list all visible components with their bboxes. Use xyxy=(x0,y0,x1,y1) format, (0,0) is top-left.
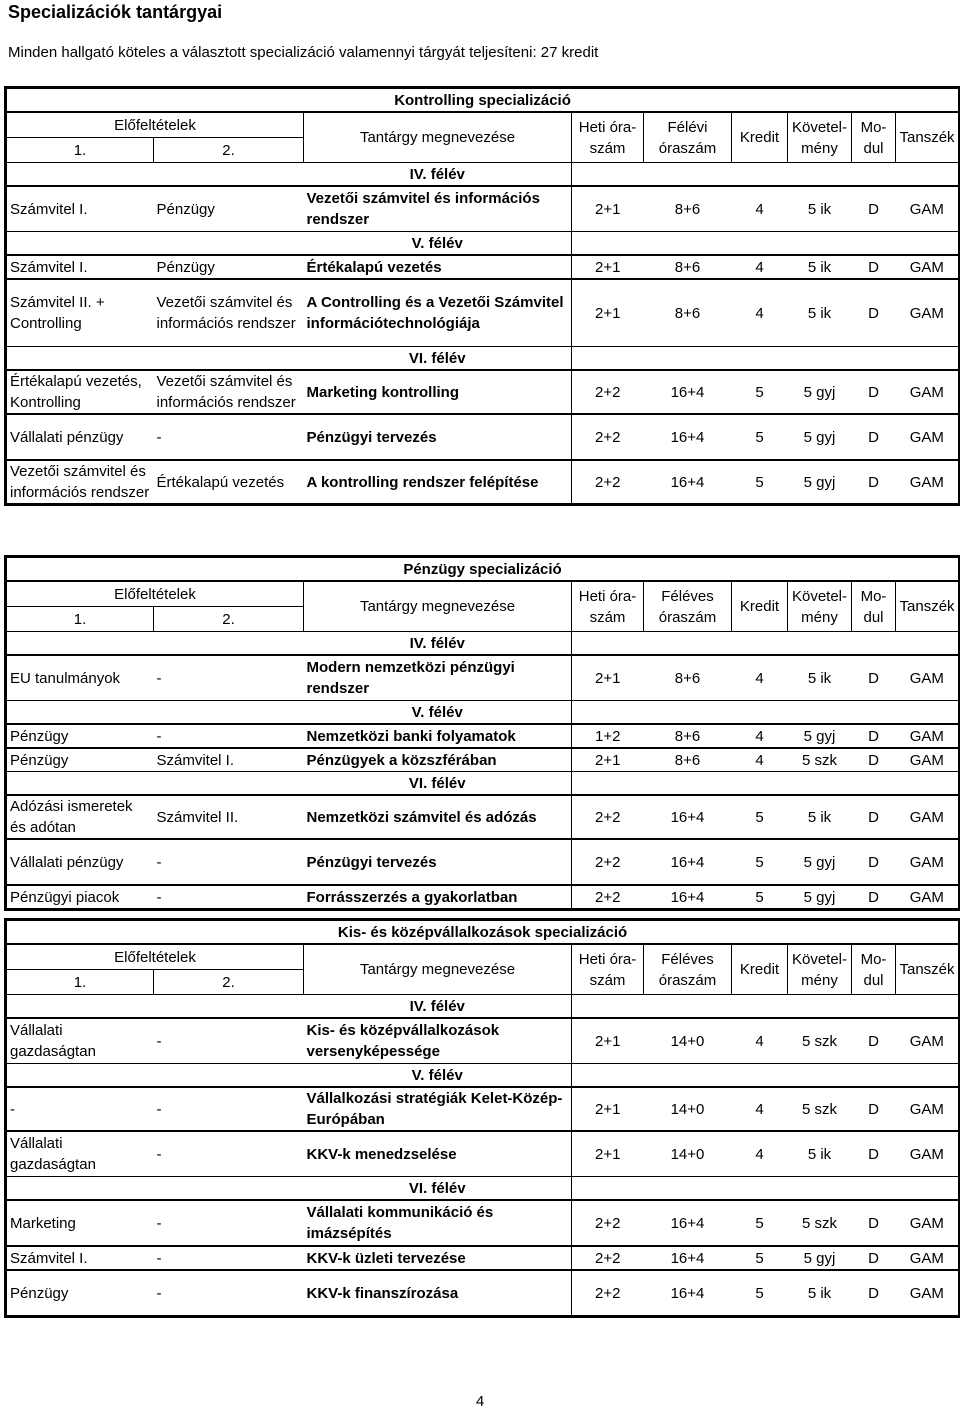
credit-value: 4 xyxy=(732,255,788,279)
weekly-hours: 2+1 xyxy=(572,255,644,279)
prerequisite-1: Számvitel I. xyxy=(6,1246,154,1270)
subject-name: KKV-k menedzselése xyxy=(304,1131,572,1177)
requirement: 5 gyj xyxy=(788,885,852,910)
weekly-hours: 2+1 xyxy=(572,1018,644,1064)
semester-row xyxy=(6,632,960,656)
department: GAM xyxy=(896,1246,960,1270)
weekly-hours-header: Heti óra- szám xyxy=(572,112,644,163)
credit-value: 5 xyxy=(732,839,788,885)
department: GAM xyxy=(896,1087,960,1131)
prerequisite-1: - xyxy=(6,1087,154,1131)
prerequisite-1: Pénzügy xyxy=(6,1270,154,1317)
department: GAM xyxy=(896,795,960,839)
credit-value: 5 xyxy=(732,460,788,505)
table-title-row xyxy=(6,557,960,582)
credit-header: Kredit xyxy=(732,112,788,163)
prereq-1-header: 1. xyxy=(6,970,154,995)
prereq-1-header: 1. xyxy=(6,138,154,163)
semester-hours-header: Félévi óraszám xyxy=(644,112,732,163)
requirement: 5 gyj xyxy=(788,724,852,748)
semester-hours-header: Féléves óraszám xyxy=(644,581,732,632)
credit-value: 4 xyxy=(732,279,788,347)
prerequisite-2: - xyxy=(154,1087,304,1131)
semester-row xyxy=(6,995,960,1019)
prerequisite-1: Vezetői számvitel és információs rendszer xyxy=(6,460,154,505)
prerequisite-2: Számvitel II. xyxy=(154,795,304,839)
credit-value: 5 xyxy=(732,414,788,460)
semester-hours: 8+6 xyxy=(644,724,732,748)
prerequisite-2: Pénzügy xyxy=(154,186,304,232)
intro-text: Minden hallgató köteles a választott specializáció valamennyi tárgyát teljesíteni: 27 kredit xyxy=(8,44,599,61)
module-code: D xyxy=(852,1200,896,1246)
module-code: D xyxy=(852,795,896,839)
module-code: D xyxy=(852,279,896,347)
module-code: D xyxy=(852,1018,896,1064)
weekly-hours: 1+2 xyxy=(572,724,644,748)
credit-value: 5 xyxy=(732,1200,788,1246)
prerequisite-2: Vezetői számvitel és információs rendszer xyxy=(154,370,304,414)
requirement-header: Követel- mény xyxy=(788,112,852,163)
weekly-hours-header: Heti óra- szám xyxy=(572,581,644,632)
prereq-2-header: 2. xyxy=(222,973,235,991)
prerequisite-1: EU tanulmányok xyxy=(6,655,154,701)
credit-value: 4 xyxy=(732,748,788,772)
table-title: Kis- és középvállalkozások specializáció xyxy=(337,923,628,941)
header-row xyxy=(6,944,960,970)
requirement: 5 ik xyxy=(788,279,852,347)
module-code: D xyxy=(852,1246,896,1270)
semester-hours: 16+4 xyxy=(644,839,732,885)
subject-header: Tantárgy megnevezése xyxy=(304,581,572,632)
module-code: D xyxy=(852,414,896,460)
prerequisite-1: Pénzügy xyxy=(6,724,154,748)
requirement: 5 ik xyxy=(788,655,852,701)
prerequisite-2: Értékalapú vezetés xyxy=(154,460,304,505)
module-code: D xyxy=(852,724,896,748)
department: GAM xyxy=(896,1018,960,1064)
header-row xyxy=(6,112,960,138)
semester-hours: 16+4 xyxy=(644,370,732,414)
credit-header: Kredit xyxy=(732,944,788,995)
prerequisite-1: Értékalapú vezetés, Kontrolling xyxy=(6,370,154,414)
prerequisite-2: - xyxy=(154,1200,304,1246)
semester-hours: 14+0 xyxy=(644,1131,732,1177)
department: GAM xyxy=(896,655,960,701)
department: GAM xyxy=(896,414,960,460)
subject-name: Kis- és középvállalkozások versenyképessége xyxy=(304,1018,572,1064)
semester-spacer xyxy=(6,1177,304,1201)
header-row xyxy=(6,581,960,607)
module-code: D xyxy=(852,1131,896,1177)
subject-name: Pénzügyi tervezés xyxy=(304,839,572,885)
subject-row xyxy=(6,724,960,748)
semester-row xyxy=(6,163,960,187)
department: GAM xyxy=(896,186,960,232)
semester-row xyxy=(6,1064,960,1088)
subject-row xyxy=(6,370,960,414)
requirement: 5 szk xyxy=(788,748,852,772)
requirement: 5 gyj xyxy=(788,370,852,414)
subject-name: Nemzetközi számvitel és adózás xyxy=(304,795,572,839)
semester-label: V. félév xyxy=(304,1064,572,1088)
subject-row xyxy=(6,655,960,701)
prerequisite-2: - xyxy=(154,885,304,910)
semester-spacer xyxy=(572,701,960,725)
department: GAM xyxy=(896,279,960,347)
semester-row xyxy=(6,232,960,256)
weekly-hours-header: Heti óra- szám xyxy=(572,944,644,995)
module-code: D xyxy=(852,370,896,414)
department: GAM xyxy=(896,1200,960,1246)
module-code: D xyxy=(852,748,896,772)
requirement: 5 gyj xyxy=(788,414,852,460)
prerequisite-1: Vállalati pénzügy xyxy=(6,414,154,460)
semester-hours: 8+6 xyxy=(644,186,732,232)
department: GAM xyxy=(896,839,960,885)
department: GAM xyxy=(896,724,960,748)
subject-name: Forrásszerzés a gyakorlatban xyxy=(304,885,572,910)
weekly-hours: 2+2 xyxy=(572,414,644,460)
prerequisite-2: - xyxy=(154,1246,304,1270)
subject-name: Vállalati kommunikáció és imázsépítés xyxy=(304,1200,572,1246)
credit-value: 5 xyxy=(732,885,788,910)
prerequisite-2: - xyxy=(154,414,304,460)
requirement: 5 szk xyxy=(788,1018,852,1064)
prereq-header: Előfeltételek xyxy=(6,112,304,138)
subject-row xyxy=(6,414,960,460)
semester-label: VI. félév xyxy=(304,772,572,796)
semester-row xyxy=(6,347,960,371)
semester-spacer xyxy=(572,163,960,187)
requirement-header: Követel- mény xyxy=(788,944,852,995)
subject-header: Tantárgy megnevezése xyxy=(304,112,572,163)
department-header: Tanszék xyxy=(896,581,960,632)
weekly-hours: 2+1 xyxy=(572,748,644,772)
subject-name: A Controlling és a Vezetői Számvitel információtechnológiája xyxy=(304,279,572,347)
module-code: D xyxy=(852,460,896,505)
prerequisite-1: Vállalati pénzügy xyxy=(6,839,154,885)
credit-value: 4 xyxy=(732,1131,788,1177)
subject-row xyxy=(6,255,960,279)
semester-hours: 16+4 xyxy=(644,795,732,839)
subject-name: Nemzetközi banki folyamatok xyxy=(304,724,572,748)
department-header: Tanszék xyxy=(896,944,960,995)
subject-header: Tantárgy megnevezése xyxy=(304,944,572,995)
weekly-hours: 2+1 xyxy=(572,1087,644,1131)
department: GAM xyxy=(896,748,960,772)
module-code: D xyxy=(852,186,896,232)
weekly-hours: 2+2 xyxy=(572,1200,644,1246)
subject-row xyxy=(6,1087,960,1131)
semester-label: VI. félév xyxy=(304,347,572,371)
prereq-header: Előfeltételek xyxy=(6,581,304,607)
semester-row xyxy=(6,1177,960,1201)
semester-spacer xyxy=(572,995,960,1019)
semester-hours: 14+0 xyxy=(644,1018,732,1064)
department: GAM xyxy=(896,370,960,414)
credit-value: 5 xyxy=(732,795,788,839)
prerequisite-2: - xyxy=(154,1131,304,1177)
spec-table-2 xyxy=(4,555,960,911)
semester-hours: 16+4 xyxy=(644,1270,732,1317)
prerequisite-1: Pénzügy xyxy=(6,748,154,772)
credit-value: 4 xyxy=(732,724,788,748)
subject-row xyxy=(6,885,960,910)
weekly-hours: 2+2 xyxy=(572,460,644,505)
requirement: 5 gyj xyxy=(788,839,852,885)
subject-name: Értékalapú vezetés xyxy=(304,255,572,279)
requirement: 5 ik xyxy=(788,1131,852,1177)
weekly-hours: 2+2 xyxy=(572,370,644,414)
weekly-hours: 2+2 xyxy=(572,795,644,839)
weekly-hours: 2+2 xyxy=(572,1270,644,1317)
module-code: D xyxy=(852,1087,896,1131)
department: GAM xyxy=(896,255,960,279)
semester-label: V. félév xyxy=(304,232,572,256)
requirement: 5 ik xyxy=(788,1270,852,1317)
semester-hours: 8+6 xyxy=(644,255,732,279)
subject-row xyxy=(6,1270,960,1317)
semester-label: IV. félév xyxy=(304,163,572,187)
semester-row xyxy=(6,701,960,725)
credit-value: 4 xyxy=(732,655,788,701)
semester-spacer xyxy=(6,632,304,656)
semester-label: V. félév xyxy=(304,701,572,725)
page-title: Specializációk tantárgyai xyxy=(8,2,223,22)
requirement: 5 ik xyxy=(788,795,852,839)
prerequisite-2: - xyxy=(154,655,304,701)
prereq-2-header: 2. xyxy=(222,141,235,159)
subject-name: KKV-k finanszírozása xyxy=(304,1270,572,1317)
requirement: 5 gyj xyxy=(788,460,852,505)
spec-table-3 xyxy=(4,918,960,1318)
prerequisite-1: Vállalati gazdaságtan xyxy=(6,1018,154,1064)
semester-spacer xyxy=(6,163,304,187)
semester-spacer xyxy=(572,347,960,371)
credit-value: 5 xyxy=(732,1246,788,1270)
prerequisite-2: - xyxy=(154,839,304,885)
prerequisite-2: Számvitel I. xyxy=(154,748,304,772)
prereq-2-header: 2. xyxy=(222,610,235,628)
semester-label: IV. félév xyxy=(304,995,572,1019)
requirement: 5 szk xyxy=(788,1200,852,1246)
semester-hours: 8+6 xyxy=(644,279,732,347)
credit-header: Kredit xyxy=(732,581,788,632)
subject-row xyxy=(6,279,960,347)
requirement: 5 ik xyxy=(788,186,852,232)
subject-name: Pénzügyi tervezés xyxy=(304,414,572,460)
module-header: Mo- dul xyxy=(852,112,896,163)
semester-label: VI. félév xyxy=(304,1177,572,1201)
prerequisite-1: Marketing xyxy=(6,1200,154,1246)
prerequisite-2: Vezetői számvitel és információs rendszer xyxy=(154,279,304,347)
subject-name: A kontrolling rendszer felépítése xyxy=(304,460,572,505)
page-number: 4 xyxy=(475,1393,485,1410)
department: GAM xyxy=(896,1131,960,1177)
semester-hours: 8+6 xyxy=(644,655,732,701)
subject-name: Vállalkozási stratégiák Kelet-Közép-Európában xyxy=(304,1087,572,1131)
requirement: 5 ik xyxy=(788,255,852,279)
semester-hours: 14+0 xyxy=(644,1087,732,1131)
module-header: Mo- dul xyxy=(852,944,896,995)
prerequisite-1: Számvitel II. + Controlling xyxy=(6,279,154,347)
requirement: 5 szk xyxy=(788,1087,852,1131)
semester-spacer xyxy=(6,347,304,371)
requirement-header: Követel- mény xyxy=(788,581,852,632)
subject-name: Modern nemzetközi pénzügyi rendszer xyxy=(304,655,572,701)
prereq-header: Előfeltételek xyxy=(6,944,304,970)
semester-hours: 16+4 xyxy=(644,1246,732,1270)
semester-spacer xyxy=(6,232,304,256)
semester-label: IV. félév xyxy=(304,632,572,656)
semester-spacer xyxy=(572,632,960,656)
department: GAM xyxy=(896,1270,960,1317)
weekly-hours: 2+2 xyxy=(572,885,644,910)
semester-spacer xyxy=(6,772,304,796)
subject-row xyxy=(6,1018,960,1064)
module-header: Mo- dul xyxy=(852,581,896,632)
weekly-hours: 2+1 xyxy=(572,279,644,347)
semester-hours: 16+4 xyxy=(644,885,732,910)
semester-spacer xyxy=(572,1064,960,1088)
credit-value: 5 xyxy=(732,370,788,414)
prerequisite-2: - xyxy=(154,1018,304,1064)
semester-hours: 16+4 xyxy=(644,1200,732,1246)
semester-spacer xyxy=(572,232,960,256)
table-title: Kontrolling specializáció xyxy=(394,91,571,109)
subject-name: Marketing kontrolling xyxy=(304,370,572,414)
semester-spacer xyxy=(572,772,960,796)
prerequisite-1: Adózási ismeretek és adótan xyxy=(6,795,154,839)
subject-name: Pénzügyek a közszférában xyxy=(304,748,572,772)
subject-row xyxy=(6,795,960,839)
semester-spacer xyxy=(6,701,304,725)
module-code: D xyxy=(852,839,896,885)
credit-value: 5 xyxy=(732,1270,788,1317)
semester-spacer xyxy=(6,995,304,1019)
prerequisite-1: Számvitel I. xyxy=(6,186,154,232)
subject-row xyxy=(6,186,960,232)
semester-hours-header: Féléves óraszám xyxy=(644,944,732,995)
prereq-1-header: 1. xyxy=(6,607,154,632)
module-code: D xyxy=(852,1270,896,1317)
requirement: 5 gyj xyxy=(788,1246,852,1270)
semester-row xyxy=(6,772,960,796)
subject-row xyxy=(6,1200,960,1246)
subject-row xyxy=(6,460,960,505)
subject-row xyxy=(6,748,960,772)
department: GAM xyxy=(896,460,960,505)
prerequisite-1: Pénzügyi piacok xyxy=(6,885,154,910)
table-title-row xyxy=(6,920,960,945)
credit-value: 4 xyxy=(732,186,788,232)
prerequisite-2: - xyxy=(154,724,304,748)
semester-spacer xyxy=(572,1177,960,1201)
module-code: D xyxy=(852,255,896,279)
subject-name: KKV-k üzleti tervezése xyxy=(304,1246,572,1270)
department-header: Tanszék xyxy=(896,112,960,163)
weekly-hours: 2+1 xyxy=(572,1131,644,1177)
prerequisite-1: Számvitel I. xyxy=(6,255,154,279)
weekly-hours: 2+1 xyxy=(572,186,644,232)
credit-value: 4 xyxy=(732,1018,788,1064)
prerequisite-2: - xyxy=(154,1270,304,1317)
table-title: Pénzügy specializáció xyxy=(403,560,562,578)
weekly-hours: 2+1 xyxy=(572,655,644,701)
subject-name: Vezetői számvitel és információs rendszer xyxy=(304,186,572,232)
module-code: D xyxy=(852,655,896,701)
table-title-row xyxy=(6,88,960,113)
spec-table-1 xyxy=(4,86,960,506)
semester-spacer xyxy=(6,1064,304,1088)
subject-row xyxy=(6,839,960,885)
subject-row xyxy=(6,1246,960,1270)
weekly-hours: 2+2 xyxy=(572,839,644,885)
credit-value: 4 xyxy=(732,1087,788,1131)
weekly-hours: 2+2 xyxy=(572,1246,644,1270)
subject-row xyxy=(6,1131,960,1177)
semester-hours: 16+4 xyxy=(644,414,732,460)
semester-hours: 8+6 xyxy=(644,748,732,772)
prerequisite-2: Pénzügy xyxy=(154,255,304,279)
department: GAM xyxy=(896,885,960,910)
module-code: D xyxy=(852,885,896,910)
semester-hours: 16+4 xyxy=(644,460,732,505)
prerequisite-1: Vállalati gazdaságtan xyxy=(6,1131,154,1177)
